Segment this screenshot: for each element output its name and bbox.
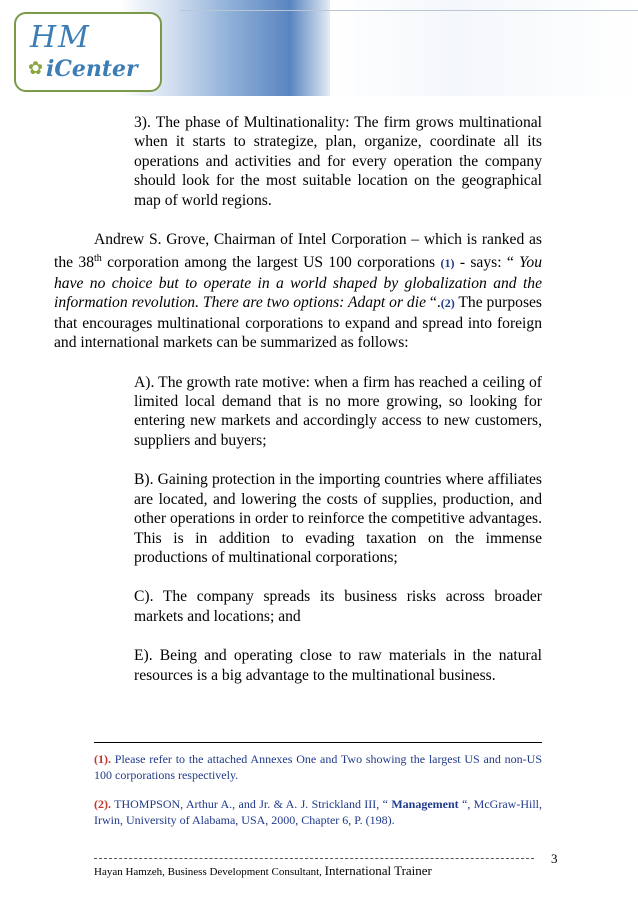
footnote-2-text-a: THOMPSON, Arthur A., and Jr. & A. J. Strickland III, “ [111,797,392,811]
footnote-2 [94,796,542,828]
footnote-1-text: Please refer to the attached Annexes One and Two showing the largest US and non-US 100 corporations respectively. [94,752,542,782]
footnote-ref-2[interactable]: (2) [440,296,455,311]
footnote-2-number: (2). [94,797,111,811]
paragraph-c: C). The company spreads its business risks across broader markets and locations; and [134,588,542,625]
page-number: 3 [551,851,558,866]
footnote-2-text-b: “, McGraw-Hill, Irwin, University of Alabama, USA, 2000, Chapter 6, P. (198). [94,797,542,827]
hm-icenter-logo [14,12,162,92]
footer-divider [94,858,534,859]
grove-text-b: corporation among the largest US 100 corporations [101,254,441,272]
footnote-1-number: (1). [94,752,111,766]
logo-center: Center [54,56,138,82]
grove-text-a: Andrew S. Grove, Chairman of Intel Corporation – which is ranked as the 38 [54,231,542,272]
paragraph-multinationality: 3). The phase of Multinationality: The firm grows multinational when it starts to strategize, plan, organize, coordinate all its operations and activities and for every operation the company should look for the most suitable location on the geographical map of world regions. [134,114,542,209]
paragraph-a: A). The growth rate motive: when a firm has reached a ceiling of limited local demand that is no more growing, so looking for entering new markets and accordingly access to new customers, suppliers and buyers; [134,373,542,449]
header-fade [330,0,638,96]
footer-author: Hayan Hamzeh, Business Development Consultant, [94,866,325,878]
grove-text-c: - says: “ [454,254,520,272]
logo-i: i [46,56,55,82]
logo-top-text: HM [30,20,91,55]
header-rule [180,10,638,11]
grove-sup: th [94,253,102,265]
grove-text-e: The purposes that encourages multinational corporations to expand and spread into foreign and international markets can be summarized as follows: [54,294,542,352]
paragraph-e: E). Being and operating close to raw materials in the natural resources is a big advantage to the multinational business. [134,647,542,684]
flower-icon: ✿ [28,58,44,78]
grove-text-d: “. [426,294,441,312]
paragraph-grove [54,230,542,353]
grove-quote: You have no choice but to operate in a world shaped by globalization and the information revolution. There are two options: Adapt or die [54,254,542,312]
footnote-divider [94,742,542,743]
logo-bottom-text [46,56,138,82]
body-text [54,113,542,685]
footnote-2-bold: Management [391,797,459,811]
paragraph-b: B). Gaining protection in the importing countries where affiliates are located, and lowering the costs of supplies, production, and other operations in order to reinforce the competitive advantages. This is in addition to evading taxation on the immense productions of multinational corporations; [134,471,542,566]
footnote-ref-1[interactable]: (1) [440,256,455,271]
footer-role: International Trainer [324,863,432,878]
footer-text [94,863,432,879]
footnote-1 [94,751,542,783]
